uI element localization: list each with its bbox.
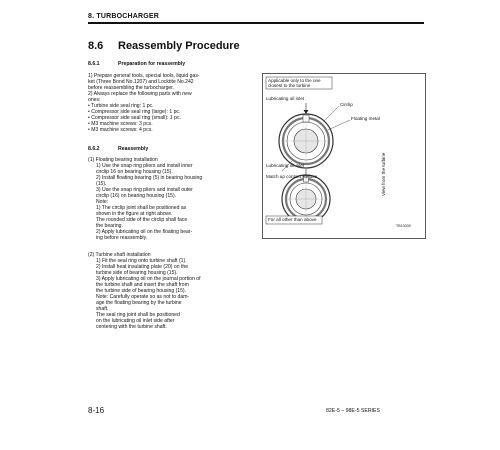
oil-inlet-label-lower: Lubricating oil inlet	[266, 163, 305, 168]
step-line: 1) Fit the seal ring onto turbine shaft (1).	[96, 258, 187, 264]
header-rule	[88, 22, 424, 24]
applicability-note-line: Applicable only to the one	[268, 78, 321, 83]
step-line: circlip (16) on bearing housing (15).	[96, 193, 177, 199]
list-line: ket (Three Bond No.1207) and Locktite No.242	[88, 79, 194, 85]
step-line: (2) Turbine shaft installation	[88, 252, 151, 258]
view-direction-label: View from the turbine	[381, 152, 386, 196]
list-line: • M3 machine screws: 3 pcs.	[88, 121, 153, 127]
subsection-heading: Reassembly	[118, 146, 149, 152]
subsection-number: 8.6.2	[88, 146, 100, 152]
applicability-note-line: closest to the turbine	[268, 83, 311, 88]
section-number: 8.6	[88, 40, 104, 52]
chapter-header: 8. TURBOCHARGER	[88, 13, 160, 20]
list-line: 2) Always replace the following parts with new	[88, 91, 192, 97]
other-note-label: For all other than above	[268, 217, 317, 222]
step-line: The rounded side of the circlip shall face	[96, 217, 188, 223]
list-line: • Compressor side seal ring (large): 1 pc.	[88, 109, 181, 115]
step-line: 3) Use the snap ring pliers and install outer	[96, 187, 193, 193]
contact-surface-label: Match up contact surface	[266, 174, 318, 179]
circlip-label: Circlip	[340, 102, 353, 107]
step-line: 2) Apply lubricating oil on the floating bear-	[96, 229, 193, 235]
step-line: 2) Install heat insulating plate (20) on the	[96, 264, 189, 270]
floating-metal-label: Floating metal	[351, 116, 380, 121]
step-line: the bearing.	[96, 223, 123, 229]
step-line: 2) Install floating bearing (5) in bearing housing	[96, 175, 203, 181]
step-line: (1) Floating bearing installation	[88, 157, 158, 163]
step-line: the turbine shaft and insert the shaft from	[96, 282, 189, 288]
step-line: the turbine side of bearing housing (15).	[96, 288, 187, 294]
list-line: before reassembling the turbocharger.	[88, 85, 175, 91]
page-number: 8-16	[88, 406, 105, 415]
figure-code: TB13039	[396, 224, 411, 228]
list-line: ones:	[88, 97, 101, 103]
step-line: on the lubricating oil inlet side after	[96, 318, 175, 324]
step-line: circlip 16 on bearing housing (15).	[96, 169, 173, 175]
list-line: • Turbine side seal ring: 1 pc.	[88, 103, 154, 109]
section-title	[88, 40, 240, 52]
step-line: 3) Apply lubricating oil on the journal portion of	[96, 276, 201, 282]
subsection-heading: Preparation for reassembly	[118, 61, 186, 67]
step-line: shaft.	[96, 306, 109, 312]
subsection-preparation	[88, 61, 185, 67]
step-line: turbine side of bearing housing (15).	[96, 270, 178, 276]
step-line: shown in the figure at right above.	[96, 211, 173, 217]
subsection-number: 8.6.1	[88, 61, 100, 67]
step-line: 1) Use the snap ring pliers and install inner	[96, 163, 193, 169]
step-line: Note: Carefully operate so as not to dam-	[96, 294, 190, 300]
list-line: • M3 machine screws: 4 pcs.	[88, 127, 153, 133]
circlip-figure	[262, 73, 426, 239]
subsection-reassembly	[88, 146, 148, 152]
series-label: 82E-5 – 98E-5 SERIES	[326, 408, 380, 414]
list-line: • Compressor side seal ring (small): 1 pc.	[88, 115, 181, 121]
oil-inlet-label: Lubricating oil inlet	[266, 96, 305, 101]
step-line: Note:	[96, 199, 109, 205]
step-line: ing before reassembly.	[96, 235, 148, 241]
list-line: 1) Prepare general tools, special tools, liquid gas-	[88, 73, 200, 79]
step-line: age the floating bearing by the turbine	[96, 300, 182, 306]
step-line: 1) The circlip joint shall be positioned as	[96, 205, 187, 211]
step-line: centering with the turbine shaft.	[96, 324, 167, 330]
step-line: The seal ring joint shall be positioned	[96, 312, 180, 318]
step-line: (15).	[96, 181, 107, 187]
section-heading: Reassembly Procedure	[118, 40, 240, 52]
